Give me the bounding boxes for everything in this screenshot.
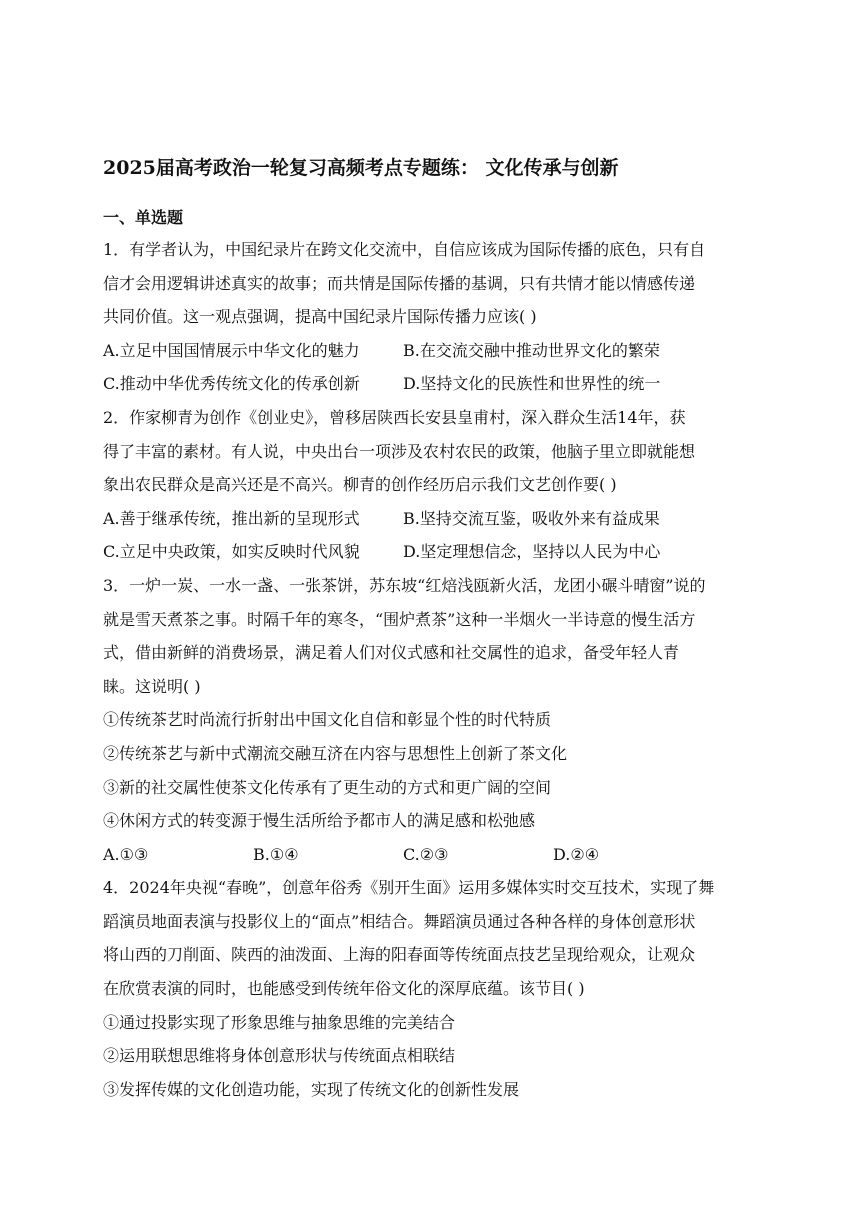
option-d: D.坚定理想信念，坚持以人民为中心 xyxy=(403,542,661,562)
question-stem-line: 信才会用逻辑讲述真实的故事；而共情是国际传播的基调，只有共情才能以情感传递 xyxy=(103,273,696,293)
statement-item-2: ②运用联想思维将身体创意形状与传统面点相联结 xyxy=(103,1046,456,1066)
statement-item-1: ①传统茶艺时尚流行折射出中国文化自信和彰显个性的时代特质 xyxy=(103,710,552,730)
question-stem-line: 式，借由新鲜的消费场景，满足着人们对仪式感和社交属性的追求，备受年轻人青 xyxy=(103,643,680,663)
option-c: C.②③ xyxy=(403,844,449,864)
option-a: A.善于继承传统，推出新的呈现形式 xyxy=(103,508,360,528)
question-stem-line: 就是雪天煮茶之事。时隔千年的寒冬，“围炉煮茶”这种一半烟火一半诗意的慢生活方 xyxy=(103,609,696,629)
option-row xyxy=(103,838,758,872)
question-stem-line: 睐。这说明( ) xyxy=(103,676,201,696)
question-stem-line: 将山西的刀削面、陕西的油泼面、上海的阳春面等传统面点技艺呈现给观众，让观众 xyxy=(103,945,696,965)
option-row xyxy=(103,502,758,536)
option-d: D.坚持文化的民族性和世界性的统一 xyxy=(403,374,661,394)
question-stem-line: 蹈演员地面表演与投影仪上的“面点”相结合。舞蹈演员通过各种各样的身体创意形状 xyxy=(103,911,696,931)
question-stem-line: 1．有学者认为，中国纪录片在跨文化交流中，自信应该成为国际传播的底色，只有自 xyxy=(103,240,706,259)
option-c: C.推动中华优秀传统文化的传承创新 xyxy=(103,374,360,394)
option-row xyxy=(103,367,758,401)
option-row xyxy=(103,334,758,368)
question-2 xyxy=(103,401,758,569)
option-c: C.立足中央政策，如实反映时代风貌 xyxy=(103,542,360,562)
option-a: A.①③ xyxy=(103,844,149,864)
option-b: B.在交流交融中推动世界文化的繁荣 xyxy=(403,340,660,360)
statement-item-1: ①通过投影实现了形象思维与抽象思维的完美结合 xyxy=(103,1012,456,1032)
question-stem-line: 共同价值。这一观点强调，提高中国纪录片国际传播力应该( ) xyxy=(103,307,537,327)
option-row xyxy=(103,535,758,569)
question-1 xyxy=(103,233,758,401)
question-stem-line: 象出农民群众是高兴还是不高兴。柳青的创作经历启示我们文艺创作要( ) xyxy=(103,475,617,495)
question-stem-line: 3．一炉一炭、一水一盏、一张茶饼，苏东坡“红焙浅瓯新火活，龙团小碾斗晴窗”说的 xyxy=(103,575,706,595)
question-stem-line: 4．2024年央视“春晚”，创意年俗秀《别开生面》运用多媒体实时交互技术，实现了舞 xyxy=(103,878,715,898)
option-a: A.立足中国国情展示中华文化的魅力 xyxy=(103,340,360,360)
statement-item-4: ④休闲方式的转变源于慢生活所给予都市人的满足感和松弛感 xyxy=(103,811,536,831)
statement-item-2: ②传统茶艺与新中式潮流交融互济在内容与思想性上创新了茶文化 xyxy=(103,743,568,763)
question-list xyxy=(103,233,758,1106)
question-3 xyxy=(103,569,758,871)
question-stem-line: 得了丰富的素材。有人说，中央出台一项涉及农村农民的政策，他脑子里立即就能想 xyxy=(103,441,696,461)
question-stem-line: 2．作家柳青为创作《创业史》，曾移居陕西长安县皇甫村，深入群众生活14年，获 xyxy=(103,407,686,427)
statement-item-3: ③发挥传媒的文化创造功能，实现了传统文化的创新性发展 xyxy=(103,1079,520,1099)
option-d: D.②④ xyxy=(553,844,600,864)
question-stem-line: 在欣赏表演的同时，也能感受到传统年俗文化的深厚底蕴。该节目( ) xyxy=(103,979,585,999)
option-b: B.①④ xyxy=(253,844,299,864)
document-title: 2025届高考政治一轮复习高频考点专题练： 文化传承与创新 xyxy=(103,157,619,179)
question-4 xyxy=(103,871,758,1106)
statement-item-3: ③新的社交属性使茶文化传承有了更生动的方式和更广阔的空间 xyxy=(103,777,552,797)
section-heading: 一、单选题 xyxy=(103,208,184,227)
option-b: B.坚持交流互鉴，吸收外来有益成果 xyxy=(403,508,660,528)
